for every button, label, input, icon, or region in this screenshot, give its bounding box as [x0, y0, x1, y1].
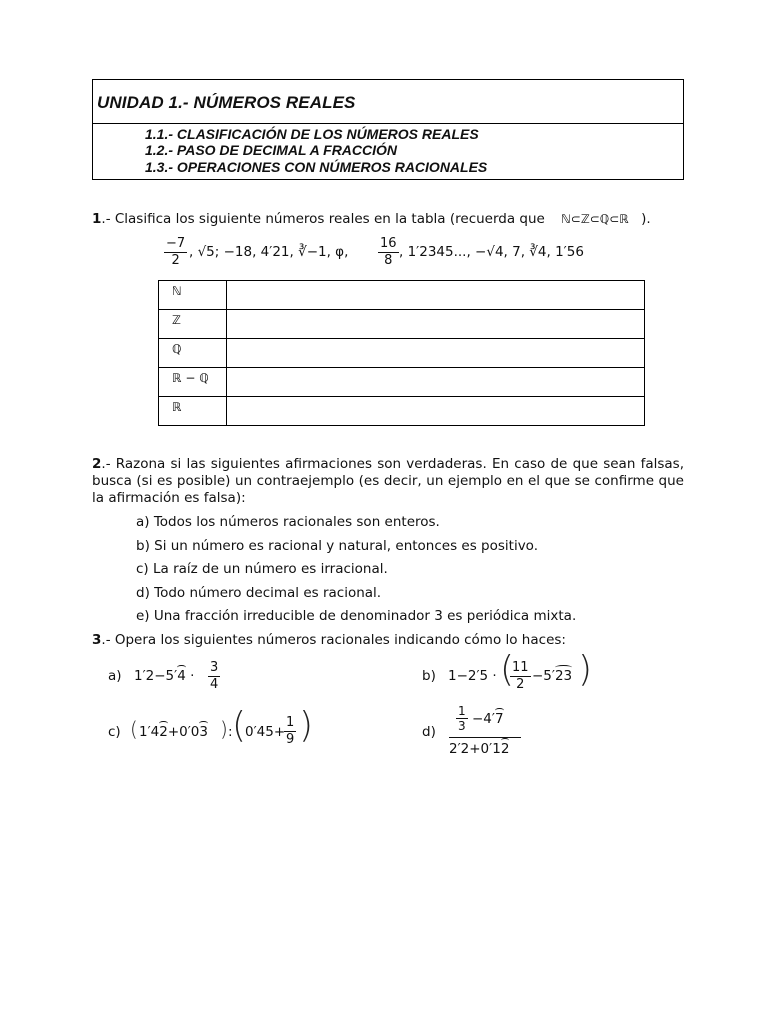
statement-e: e) Una fracción irreducible de denominador 3 es periódica mixta.	[136, 608, 577, 624]
section-3: 1.3.- OPERACIONES CON NÚMEROS RACIONALES	[145, 159, 488, 175]
close-paren: )	[578, 649, 593, 690]
exercise-2-number: 2	[92, 456, 102, 472]
set-inclusion: ℕ⊂ℤ⊂ℚ⊂ℝ	[561, 212, 629, 226]
close-paren: )	[299, 705, 314, 746]
statement-c: c) La raíz de un número es irracional.	[136, 561, 388, 577]
operation-c-p4: 0′45+	[245, 724, 286, 740]
exercise-3-number: 3	[92, 632, 102, 648]
table-row	[159, 339, 645, 368]
operation-a-expr: 1′2−5′4 ·	[134, 668, 195, 684]
answer-cell[interactable]	[227, 281, 645, 310]
operation-b-mid: −5′23	[532, 668, 573, 684]
exercise-1-number: 1	[92, 211, 102, 227]
answer-cell[interactable]	[227, 397, 645, 426]
fraction-16-8: $\frac{16}{8}$	[380, 236, 397, 268]
operation-d-top-fraction: $\frac{1}{3}$	[458, 704, 466, 733]
open-paren: (	[232, 705, 247, 746]
exercise-2-text: .- Razona si las siguientes afirmaciones son verdaderas. En caso de que sean falsas, busca (si es posible) un contraejemplo (es decir, un ejemplo en el que se confirme que la afirmación es falsa):	[92, 456, 684, 506]
operation-d-top-rest: −4′7	[472, 711, 504, 727]
set-label: ℝ − ℚ	[159, 368, 227, 397]
table-row	[159, 281, 645, 310]
operation-b-pre: 1−2′5 ·	[448, 668, 497, 684]
exercise-1-text: .- Clasifica los siguiente números reales en la tabla (recuerda que	[101, 211, 545, 227]
statement-b: b) Si un número es racional y natural, entonces es positivo.	[136, 538, 539, 554]
section-2: 1.2.- PASO DE DECIMAL A FRACCIÓN	[145, 142, 398, 158]
unit-header	[92, 79, 684, 180]
exercise-1-close: ).	[641, 211, 651, 227]
answer-cell[interactable]	[227, 310, 645, 339]
main-fraction-bar	[449, 737, 521, 738]
table-row	[159, 368, 645, 397]
exercise-1-statement	[92, 211, 651, 227]
table-row	[159, 310, 645, 339]
operation-c-expr: 1′42+0′03	[139, 724, 208, 740]
answer-cell[interactable]	[227, 368, 645, 397]
operation-c-label: c)	[108, 724, 121, 740]
answer-cell[interactable]	[227, 339, 645, 368]
unit-title: UNIDAD 1.- NÚMEROS REALES	[97, 93, 356, 112]
set-label: ℚ	[159, 339, 227, 368]
operation-a-fraction: $\frac{3}{4}$	[210, 660, 219, 692]
classification-table	[158, 280, 645, 426]
numbers-list-part2: , 1′2345..., −√4, 7, ∛4, 1′56	[399, 244, 584, 260]
open-paren: (	[130, 717, 138, 741]
table-row	[159, 397, 645, 426]
header-divider	[93, 123, 683, 124]
statement-d: d) Todo número decimal es racional.	[136, 585, 382, 601]
operation-a-label: a)	[108, 668, 122, 684]
open-paren: (	[500, 649, 515, 690]
division-sign: :	[228, 724, 233, 740]
numbers-list-part1: , √5; −18, 4′21, ∛−1, φ,	[189, 244, 349, 260]
set-label: ℤ	[159, 310, 227, 339]
exercise-3-statement	[92, 632, 566, 648]
exercise-2-statement	[92, 456, 684, 507]
close-paren: )	[220, 717, 228, 741]
operation-c-fraction: $\frac{1}{9}$	[286, 715, 295, 747]
set-label: ℕ	[159, 281, 227, 310]
fraction-neg7-2: $\frac{-7}{2}$	[166, 236, 186, 268]
operation-b-fraction: $\frac{11}{2}$	[512, 660, 529, 692]
operation-d-denominator: 2′2+0′12	[449, 741, 510, 757]
operation-d-label: d)	[422, 724, 436, 740]
operation-b-label: b)	[422, 668, 436, 684]
set-label: ℝ	[159, 397, 227, 426]
statement-a: a) Todos los números racionales son enteros.	[136, 514, 440, 530]
section-1: 1.1.- CLASIFICACIÓN DE LOS NÚMEROS REALES	[145, 126, 479, 142]
exercise-3-text: .- Opera los siguientes números racionales indicando cómo lo haces:	[101, 632, 566, 648]
